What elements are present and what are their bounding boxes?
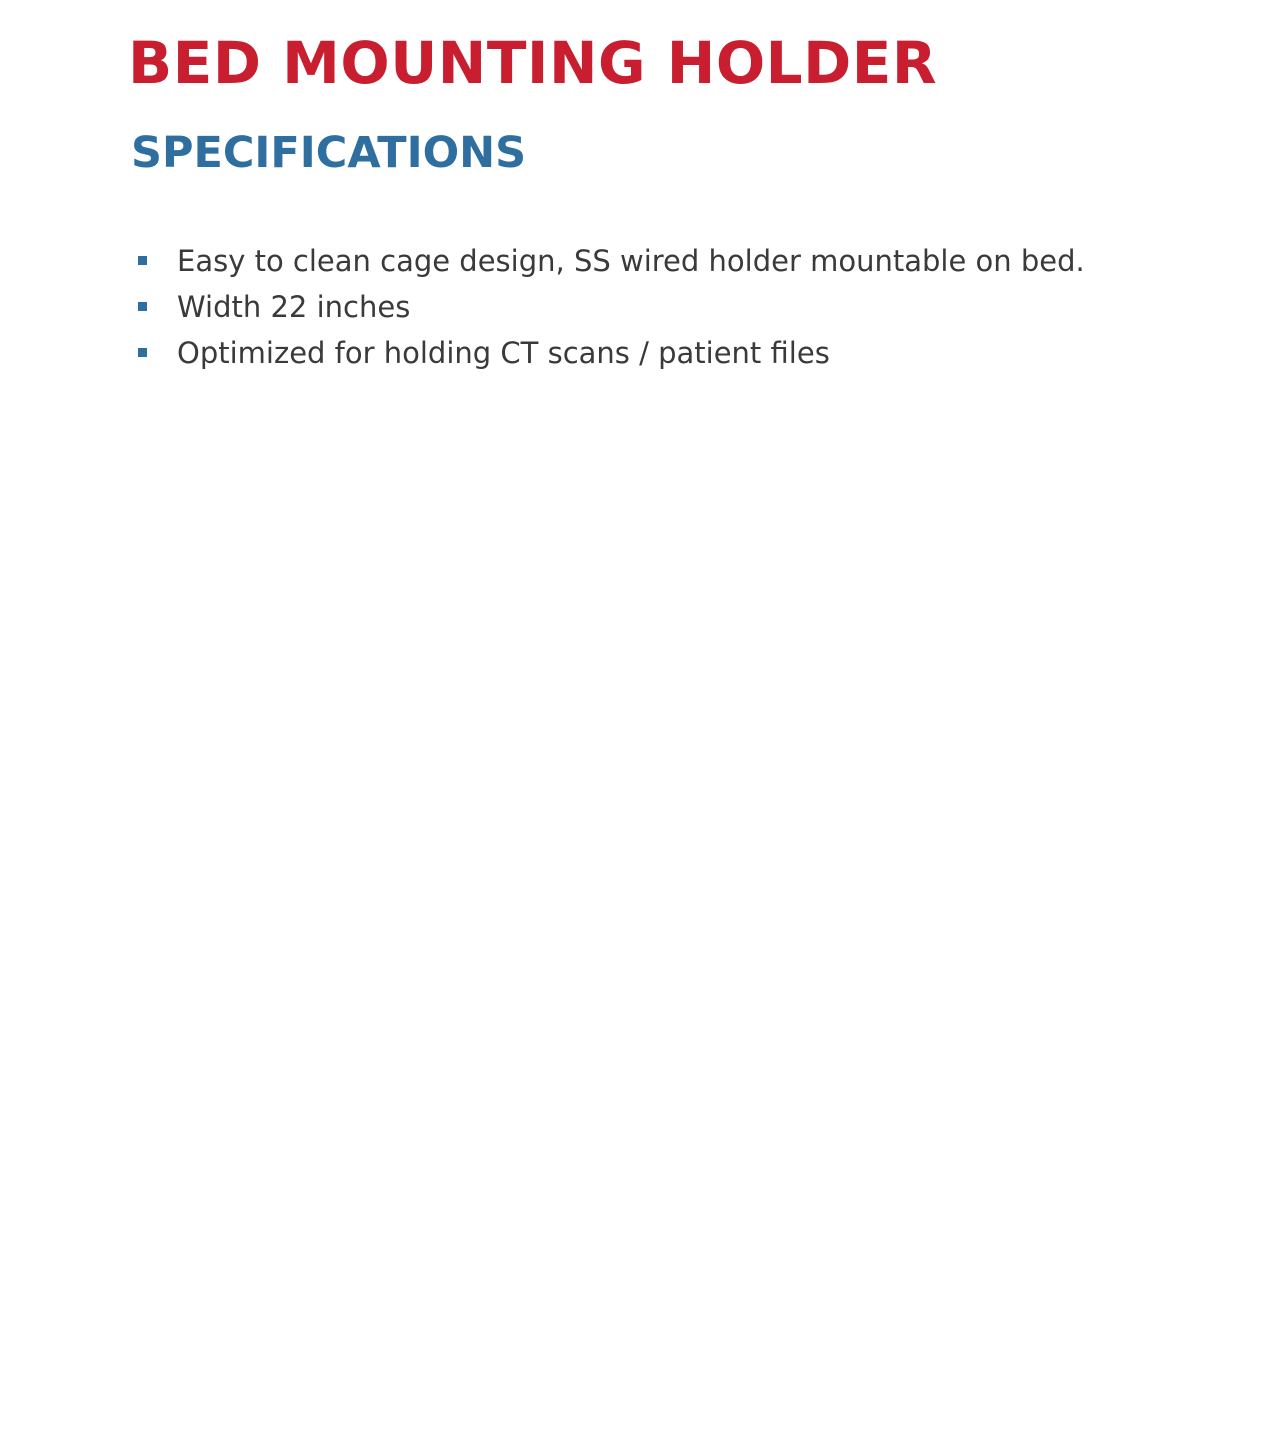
- square-bullet-icon: [138, 302, 147, 311]
- square-bullet-icon: [138, 348, 147, 357]
- spec-text: Width 22 inches: [177, 290, 411, 324]
- spec-item: [132, 330, 1092, 376]
- specifications-list: [132, 238, 1092, 376]
- spec-item: [132, 238, 1092, 284]
- specifications-heading: SPECIFICATIONS: [131, 128, 527, 178]
- product-title: BED MOUNTING HOLDER: [128, 29, 938, 97]
- square-bullet-icon: [138, 256, 147, 265]
- spec-text: Optimized for holding CT scans / patient files: [177, 336, 830, 370]
- spec-text: Easy to clean cage design, SS wired holder mountable on bed.: [177, 244, 1085, 278]
- spec-item: [132, 284, 1092, 330]
